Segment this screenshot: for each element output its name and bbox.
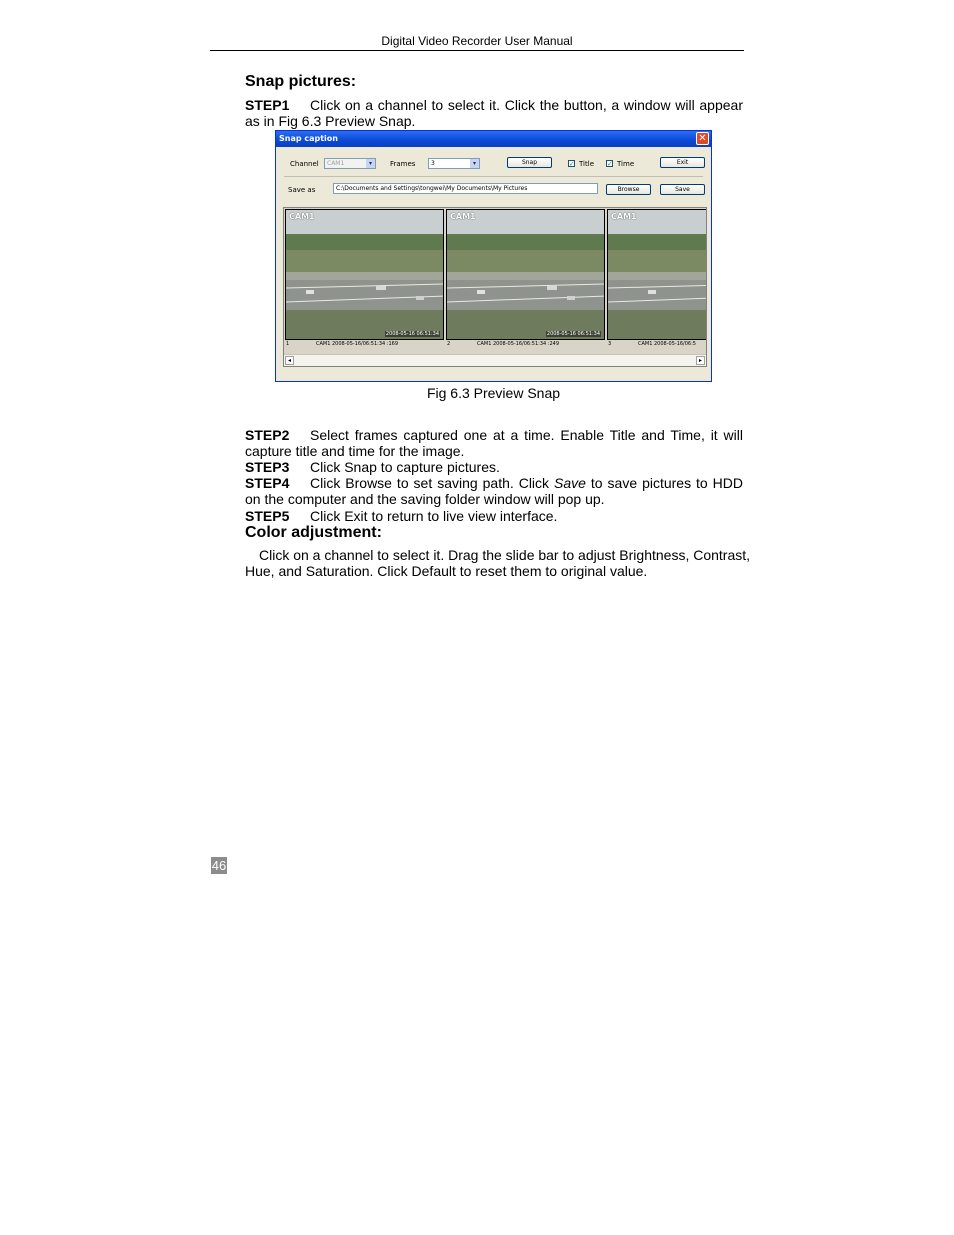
thumbnail-caption: CAM1 2008-05-16/06:51:34 :169 [316,341,399,347]
camera-image [447,210,605,340]
thumbnail-cam-label: CAM1 [611,212,637,221]
thumbnail-cam-label: CAM1 [289,212,315,221]
step1-text-b: as in Fig 6.3 Preview Snap. [245,113,416,129]
save-as-label: Save as [288,186,316,194]
thumbnail-timestamp: 2008-05-16 06:51:34 [385,331,439,337]
snapshot-thumbnail[interactable] [607,209,707,340]
scroll-left-icon[interactable]: ◂ [285,356,294,365]
thumbnail-caption: CAM1 2008-05-16/06:51:34 :249 [477,341,560,347]
camera-image [286,210,444,340]
frames-label: Frames [390,160,416,168]
horizontal-scrollbar[interactable] [284,354,706,366]
snapshot-thumbnail[interactable] [285,209,444,340]
save-path-input[interactable]: C:\Documents and Settings\tongwei\My Documents\My Pictures [333,183,598,194]
step1-text-a: Click on a channel to select it. Click the button, a window will appear [310,97,743,113]
step2-label: STEP2 [245,427,290,443]
frames-select[interactable] [428,158,480,169]
thumbnail-index: 3 [608,341,612,347]
step2-text-a: Select frames captured one at a time. Enable Title and Time, it will [310,427,743,443]
step5-text: Click Exit to return to live view interface. [310,508,558,524]
time-checkbox[interactable]: ✓ [607,160,613,168]
title-checkbox-label: Title [579,160,595,168]
channel-value: CAM1 [327,160,345,167]
header-rule [210,50,744,51]
step3-text: Click Snap to capture pictures. [310,459,500,475]
page-number: 46 [211,858,227,873]
step5-paragraph [245,508,743,524]
title-checkbox[interactable]: ✓ [569,160,575,168]
save-button[interactable]: Save [660,184,705,195]
frames-value: 3 [431,160,435,167]
step4-text-a: Click Browse to set saving path. Click [310,475,550,491]
divider [284,176,703,177]
step1-label: STEP1 [245,97,290,113]
snap-button[interactable]: Snap [507,157,552,168]
step4-label: STEP4 [245,475,290,491]
browse-button[interactable]: Browse [606,184,651,195]
channel-label: Channel [290,160,319,168]
thumbnail-index: 2 [447,341,451,347]
step4-paragraph [245,475,743,507]
running-header: Digital Video Recorder User Manual [381,34,573,48]
step3-paragraph [245,459,743,475]
dialog-titlebar [276,131,711,147]
color-text-a: Click on a channel to select it. Drag the slide bar to adjust Brightness, Contrast, [259,547,751,563]
thumbnail-cam-label: CAM1 [450,212,476,221]
thumbnail-index: 1 [286,341,290,347]
step4-text-c: on the computer and the saving folder window will pop up. [245,491,605,507]
step2-text-b: capture title and time for the image. [245,443,465,459]
camera-image [608,210,707,340]
thumbnail-caption: CAM1 2008-05-16/06:5 [638,341,696,347]
scroll-right-icon[interactable]: ▸ [696,356,705,365]
color-text-b: Hue, and Saturation. Click Default to reset them to original value. [245,563,648,579]
close-icon[interactable]: ✕ [696,132,709,145]
preview-area [283,207,707,367]
snap-caption-dialog [275,130,712,382]
color-paragraph [245,547,751,579]
step4-save-word: Save [554,475,586,491]
color-heading: Color adjustment: [245,524,382,541]
snap-heading: Snap pictures: [245,73,357,90]
figure-caption: Fig 6.3 Preview Snap [426,385,561,401]
chevron-down-icon: ▾ [366,159,375,168]
step1-paragraph [245,97,743,129]
channel-select[interactable] [324,158,376,169]
dialog-title: Snap caption [279,134,338,143]
step4-text-b: to save pictures to HDD [590,475,744,491]
snapshot-thumbnail[interactable] [446,209,605,340]
step2-paragraph [245,427,743,459]
exit-button[interactable]: Exit [660,157,705,168]
step3-label: STEP3 [245,459,290,475]
step5-label: STEP5 [245,508,290,524]
thumbnail-timestamp: 2008-05-16 06:51:34 [546,331,600,337]
time-checkbox-label: Time [617,160,635,168]
chevron-down-icon: ▾ [470,159,479,168]
